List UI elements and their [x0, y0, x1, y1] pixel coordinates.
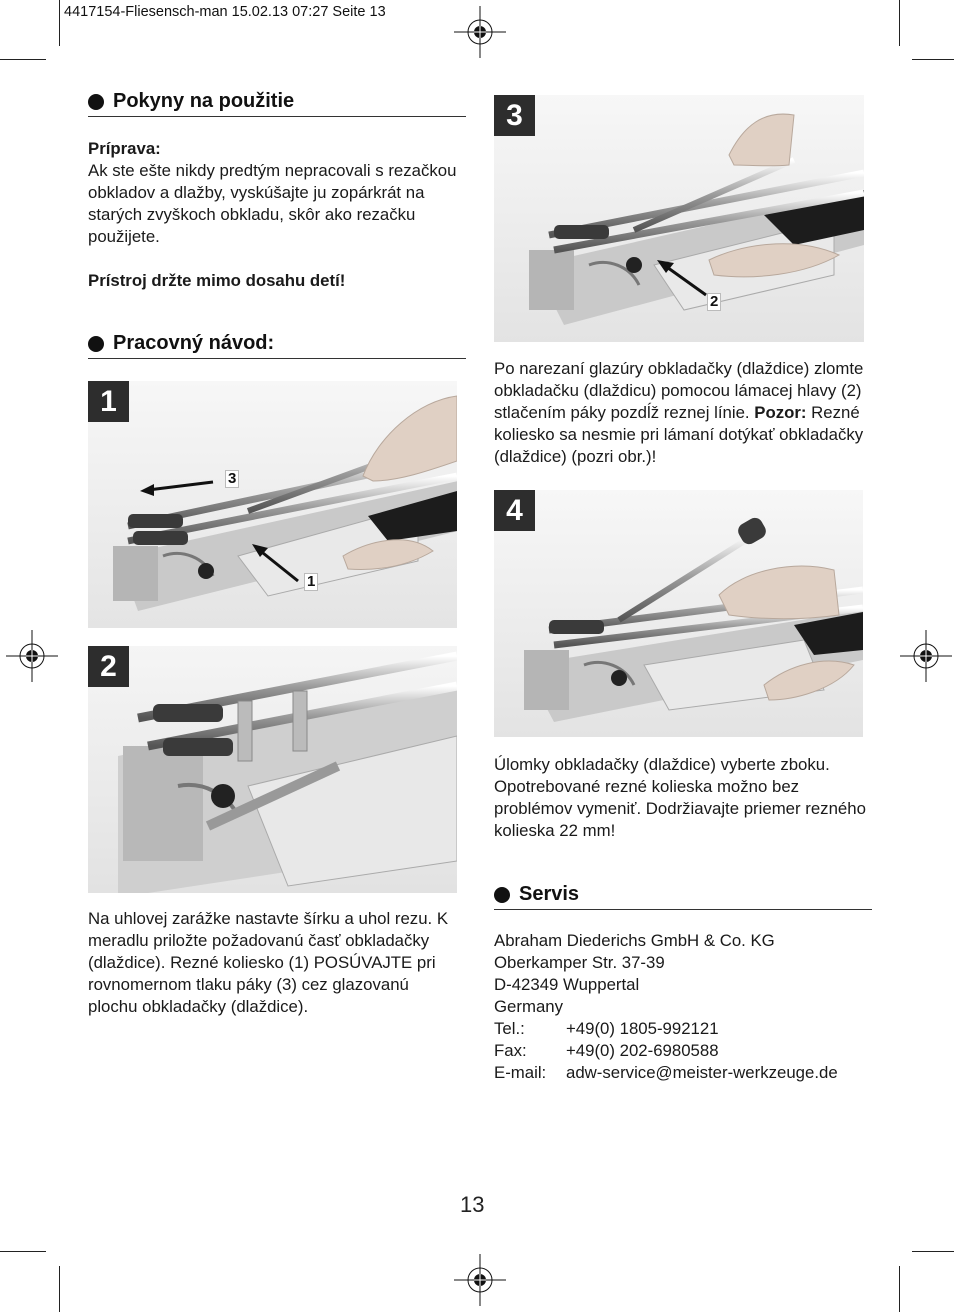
section-title: Pracovný návod: [113, 332, 275, 354]
contact-row-phone [494, 1018, 874, 1040]
figure-3-instructions [494, 358, 874, 468]
section-title: Servis [519, 883, 580, 905]
section-heading-work-instructions [88, 331, 466, 359]
address-line: Germany [494, 997, 564, 1016]
address-line: Oberkamper Str. 37-39 [494, 953, 665, 972]
contact-label: Tel.: [494, 1019, 525, 1038]
tile-cutter-illustration [494, 95, 864, 342]
crop-mark [59, 1266, 60, 1312]
section-heading-service [494, 882, 872, 910]
page-number: 13 [460, 1192, 485, 1217]
fax-number: +49(0) 202-6980588 [566, 1041, 719, 1060]
callout-label: 3 [225, 470, 239, 488]
phone-number: +49(0) 1805-992121 [566, 1019, 719, 1038]
preparation-block [88, 138, 466, 292]
callout-label: 2 [707, 293, 721, 311]
contact-label: E-mail: [494, 1063, 547, 1082]
contact-row-fax [494, 1040, 874, 1062]
service-address [494, 930, 874, 1084]
contact-label: Fax: [494, 1041, 527, 1060]
figure-number-badge: 1 [88, 381, 129, 422]
section-title: Pokyny na použitie [113, 90, 295, 112]
crop-mark [59, 0, 60, 46]
caution-text: Rezné koliesko sa nesmie pri lámaní dotýkať obkladačky (dlaždice) (pozri obr.)! [494, 403, 864, 466]
figure-4-instructions: Úlomky obkladačky (dlaždice) vyberte zboku. Opotrebované rezné kolieska možno bez problémov vymeniť. Dodržiavajte priemer rezného kolieska 22 mm! [494, 755, 866, 840]
registration-mark-icon [6, 630, 58, 682]
callout-label: 1 [304, 573, 318, 591]
contact-row-email [494, 1062, 874, 1084]
crop-mark [0, 1251, 46, 1252]
registration-mark-icon [900, 630, 952, 682]
figure-number-badge: 4 [494, 490, 535, 531]
caution-label: Pozor: [754, 403, 807, 422]
crop-mark [912, 59, 954, 60]
registration-mark-icon [454, 1254, 506, 1306]
address-line: Abraham Diederichs GmbH & Co. KG [494, 931, 775, 950]
figure-3-photo [494, 95, 864, 342]
address-line: D-42349 Wuppertal [494, 975, 640, 994]
email-address: adw-service@meister-werkzeuge.de [566, 1063, 838, 1082]
breaking-instruction: Po narezaní glazúry obkladačky (dlaždice) zlomte obkladačku (dlaždicu) pomocou lámacej hlavy (2) stlačením páky pozdĺž reznej línie. [494, 359, 864, 422]
section-heading-usage [88, 89, 466, 117]
bullet-icon [494, 887, 510, 903]
child-safety-warning: Prístroj držte mimo dosahu detí! [88, 271, 346, 290]
figure-1-photo [88, 381, 457, 628]
figure-2-instructions: Na uhlovej zarážke nastavte šírku a uhol rezu. K meradlu priložte požadovanú časť obkladačky (dlaždice). Rezné koliesko (1) POSÚVAJTE pri rovnomernom tlaku páky (3) cez glazovanú plochu obkladačky (dlaždice). [88, 909, 449, 1016]
crop-mark [0, 59, 46, 60]
preparation-text: Ak ste ešte nikdy predtým nepracovali s rezačkou obkladov a dlažby, vyskúšajte ju zopárkrát na starých zvyškoch obkladu, skôr ako rezačku použijete. [88, 161, 457, 246]
figure-number-badge: 2 [88, 646, 129, 687]
preparation-heading: Príprava: [88, 139, 161, 158]
bullet-icon [88, 336, 104, 352]
figure-2-photo [88, 646, 457, 893]
tile-cutter-illustration [88, 646, 457, 893]
figure-4-photo [494, 490, 863, 737]
crop-mark [912, 1251, 954, 1252]
tile-cutter-illustration [88, 381, 457, 628]
crop-mark [899, 0, 900, 46]
tile-cutter-illustration [494, 490, 863, 737]
bullet-icon [88, 94, 104, 110]
crop-mark [899, 1266, 900, 1312]
registration-mark-icon [454, 6, 506, 58]
print-header: 4417154-Fliesensch-man 15.02.13 07:27 Seite 13 [64, 4, 386, 20]
figure-number-badge: 3 [494, 95, 535, 136]
